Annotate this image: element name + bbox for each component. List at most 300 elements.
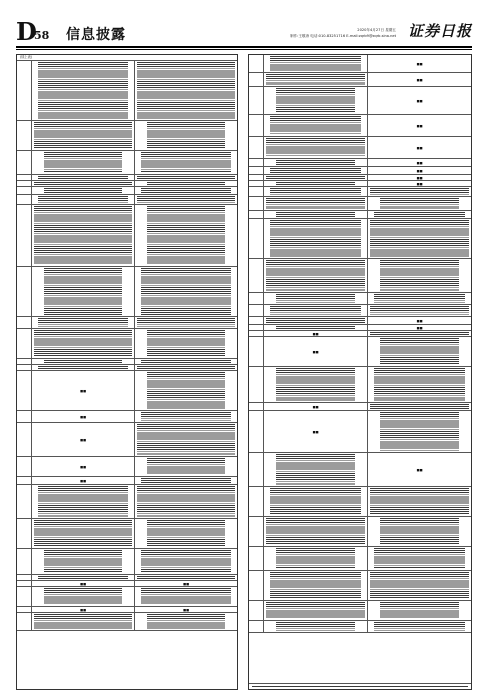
row-number-cell bbox=[249, 411, 264, 452]
table-row bbox=[249, 137, 471, 159]
cell-marker: ■■ bbox=[416, 318, 423, 323]
fine-print-text bbox=[147, 122, 225, 149]
table-cell-before bbox=[264, 87, 368, 114]
cell-marker: ■■ bbox=[416, 160, 423, 165]
fine-print-text bbox=[370, 306, 469, 315]
table-row bbox=[17, 195, 237, 205]
table-cell-before bbox=[32, 519, 135, 548]
table-row bbox=[249, 403, 471, 411]
fine-print-text bbox=[370, 220, 469, 257]
table-row bbox=[249, 487, 471, 517]
table-row bbox=[249, 411, 471, 453]
fine-print-text bbox=[137, 176, 235, 179]
fine-print-text bbox=[270, 56, 361, 71]
fine-print-text bbox=[266, 602, 365, 619]
table-rows-right bbox=[249, 55, 471, 633]
table-cell-after bbox=[135, 151, 237, 174]
table-cell-after bbox=[135, 267, 237, 316]
table-cell-before bbox=[32, 61, 135, 120]
row-number-cell bbox=[17, 519, 32, 548]
table-cell-before bbox=[32, 575, 135, 580]
table-cell-before bbox=[32, 371, 135, 410]
table-footnote bbox=[249, 683, 471, 689]
row-number-cell bbox=[17, 359, 32, 364]
table-cell-before bbox=[264, 259, 368, 292]
row-number-cell bbox=[17, 121, 32, 150]
cell-marker: ■■ bbox=[416, 168, 423, 173]
table-cell-after bbox=[135, 205, 237, 266]
fine-print-text bbox=[266, 74, 365, 85]
row-number-cell bbox=[17, 61, 32, 120]
table-row bbox=[17, 205, 237, 267]
table-row bbox=[249, 293, 471, 305]
table-cell-before bbox=[32, 205, 135, 266]
row-number-cell bbox=[249, 73, 264, 86]
row-number-cell bbox=[17, 581, 32, 586]
fine-print-text bbox=[276, 88, 354, 113]
fine-print-text bbox=[276, 622, 354, 631]
table-row bbox=[17, 549, 237, 575]
table-cell-after bbox=[368, 571, 471, 600]
table-row bbox=[17, 519, 237, 549]
cell-marker: ■■ bbox=[312, 429, 319, 434]
fine-print-text bbox=[270, 306, 361, 315]
fine-print-text bbox=[270, 188, 361, 195]
table-cell-after bbox=[135, 477, 237, 484]
table-cell-before bbox=[32, 187, 135, 194]
table-cell-after bbox=[135, 329, 237, 358]
table-cell-after bbox=[368, 73, 471, 86]
table-row bbox=[17, 61, 237, 121]
table-row bbox=[249, 337, 471, 367]
table-cell-before bbox=[264, 317, 368, 324]
row-number-cell bbox=[249, 293, 264, 304]
table-cell-before bbox=[264, 197, 368, 210]
table-row bbox=[249, 55, 471, 73]
table-row bbox=[249, 601, 471, 621]
cell-marker: ■■ bbox=[416, 145, 423, 150]
table-cell-after bbox=[368, 55, 471, 72]
table-row bbox=[249, 453, 471, 487]
table-cell-before bbox=[32, 121, 135, 150]
row-number-cell bbox=[249, 487, 264, 516]
fine-print-text bbox=[137, 318, 235, 327]
table-cell-after bbox=[135, 359, 237, 364]
issue-date: 2020年4月27日 星期五 bbox=[357, 28, 396, 32]
fine-print-text bbox=[266, 518, 365, 545]
cell-marker: ■■ bbox=[79, 464, 87, 469]
cell-marker: ■■ bbox=[416, 175, 423, 180]
fine-print-text bbox=[147, 206, 225, 265]
row-number-cell bbox=[17, 587, 32, 606]
table-cell-before bbox=[32, 581, 135, 586]
table-cell-before bbox=[264, 181, 368, 186]
table-cell-after bbox=[368, 259, 471, 292]
table-cell-after bbox=[368, 305, 471, 316]
table-row bbox=[249, 571, 471, 601]
fine-print-text bbox=[276, 326, 354, 329]
row-number-cell bbox=[17, 477, 32, 484]
row-number-cell bbox=[249, 403, 264, 410]
cell-marker: ■■ bbox=[79, 437, 87, 442]
fine-print-text bbox=[141, 188, 231, 193]
fine-print-text bbox=[380, 198, 458, 209]
row-number-cell bbox=[249, 187, 264, 196]
table-cell-after bbox=[135, 411, 237, 422]
cell-marker: ■■ bbox=[79, 607, 87, 612]
fine-print-text bbox=[380, 412, 458, 451]
fine-print-text bbox=[147, 458, 225, 475]
page-letter: D bbox=[16, 17, 37, 46]
table-row bbox=[249, 197, 471, 211]
row-number-cell bbox=[249, 571, 264, 600]
table-row bbox=[249, 167, 471, 175]
table-cell-before bbox=[32, 181, 135, 186]
row-number-cell bbox=[17, 329, 32, 358]
table-row bbox=[17, 485, 237, 519]
fine-print-text bbox=[141, 360, 231, 363]
table-cell-after bbox=[368, 167, 471, 174]
row-number-cell bbox=[249, 453, 264, 486]
table-cell-after bbox=[368, 517, 471, 546]
fine-print-text bbox=[147, 330, 225, 357]
disclosure-table-left bbox=[16, 54, 238, 690]
row-number-cell bbox=[17, 205, 32, 266]
fine-print-text bbox=[44, 550, 122, 573]
fine-print-text bbox=[276, 182, 354, 185]
fine-print-text bbox=[34, 520, 132, 547]
table-cell-after bbox=[135, 187, 237, 194]
table-cell-before bbox=[264, 325, 368, 330]
cell-marker: ■■ bbox=[79, 414, 87, 419]
row-number-cell bbox=[17, 267, 32, 316]
table-cell-after bbox=[135, 121, 237, 150]
fine-print-text bbox=[276, 212, 354, 217]
table-row bbox=[249, 219, 471, 259]
table-cell-after bbox=[368, 181, 471, 186]
table-cell-after bbox=[135, 317, 237, 328]
masthead-rule bbox=[16, 46, 472, 48]
table-row bbox=[17, 613, 237, 631]
fine-print-text bbox=[141, 268, 231, 315]
table-cell-after bbox=[368, 219, 471, 258]
row-number-cell bbox=[17, 485, 32, 518]
cell-marker: ■■ bbox=[312, 404, 319, 409]
row-number-cell bbox=[249, 367, 264, 402]
fine-print-text bbox=[38, 62, 128, 119]
row-number-cell bbox=[17, 607, 32, 612]
row-number-cell bbox=[249, 259, 264, 292]
fine-print-text bbox=[374, 622, 465, 631]
table-row bbox=[249, 259, 471, 293]
table-cell-after bbox=[368, 411, 471, 452]
row-number-cell bbox=[17, 151, 32, 174]
cell-marker: ■■ bbox=[416, 61, 423, 66]
table-cell-before bbox=[264, 547, 368, 570]
fine-print-text bbox=[137, 424, 235, 455]
table-cell-before bbox=[32, 175, 135, 180]
row-number-cell bbox=[249, 219, 264, 258]
table-row bbox=[17, 329, 237, 359]
row-number-cell bbox=[249, 331, 264, 336]
table-row bbox=[17, 411, 237, 423]
fine-print-text bbox=[370, 188, 469, 195]
table-cell-before bbox=[32, 587, 135, 606]
fine-print-text bbox=[380, 260, 458, 291]
table-cell-before bbox=[264, 367, 368, 402]
table-cell-before bbox=[264, 331, 368, 336]
row-number-cell bbox=[17, 175, 32, 180]
row-number-cell bbox=[249, 137, 264, 158]
table-row bbox=[249, 159, 471, 167]
table-row bbox=[17, 457, 237, 477]
table-cell-before bbox=[32, 329, 135, 358]
editor-contact: 制作:王敬涛 电话:010-83251716 E-mail:zqrb9@zqrb.sina.net bbox=[289, 34, 396, 38]
fine-print-text bbox=[38, 176, 128, 179]
table-cell-before bbox=[264, 571, 368, 600]
row-number-cell bbox=[17, 365, 32, 370]
table-cell-before bbox=[264, 159, 368, 166]
row-number-cell bbox=[17, 195, 32, 204]
table-cell-after bbox=[135, 423, 237, 456]
table-row bbox=[17, 187, 237, 195]
row-number-cell bbox=[249, 115, 264, 136]
fine-print-text bbox=[38, 366, 128, 369]
fine-print-text bbox=[34, 614, 132, 629]
fine-print-text bbox=[276, 548, 354, 569]
table-cell-before bbox=[264, 601, 368, 620]
table-cell-after bbox=[368, 137, 471, 158]
fine-print-text bbox=[370, 404, 469, 409]
row-number-cell bbox=[17, 317, 32, 328]
table-row bbox=[249, 211, 471, 219]
table-cell-after bbox=[368, 87, 471, 114]
table-cell-after bbox=[135, 581, 237, 586]
table-cell-before bbox=[32, 317, 135, 328]
table-cell-after bbox=[135, 457, 237, 476]
fine-print-text bbox=[137, 576, 235, 579]
row-number-cell bbox=[17, 457, 32, 476]
table-cell-before bbox=[32, 607, 135, 612]
fine-print-text bbox=[34, 330, 132, 357]
table-cell-after bbox=[368, 337, 471, 366]
fine-print-text bbox=[370, 332, 469, 335]
fine-print-text bbox=[270, 572, 361, 599]
table-cell-after bbox=[135, 371, 237, 410]
row-number-cell bbox=[249, 159, 264, 166]
table-cell-after bbox=[368, 293, 471, 304]
fine-print-text bbox=[380, 518, 458, 545]
fine-print-text bbox=[270, 220, 361, 257]
masthead bbox=[16, 17, 472, 48]
table-cell-before bbox=[32, 365, 135, 370]
fine-print-text bbox=[276, 160, 354, 165]
table-cell-before bbox=[264, 403, 368, 410]
fine-print-text bbox=[380, 338, 458, 365]
page-number: 58 bbox=[34, 29, 50, 42]
fine-print-text bbox=[276, 294, 354, 303]
row-number-cell bbox=[249, 305, 264, 316]
section-title: 信息披露 bbox=[66, 27, 126, 43]
table-cell-after bbox=[368, 159, 471, 166]
fine-print-text bbox=[374, 368, 465, 401]
fine-print-text bbox=[38, 318, 128, 327]
table-caption: (续上表) bbox=[17, 55, 237, 61]
row-number-cell bbox=[17, 613, 32, 630]
fine-print-text bbox=[137, 366, 235, 369]
table-cell-after bbox=[135, 195, 237, 204]
newspaper-logo: 证券日报 bbox=[407, 22, 472, 40]
cell-marker: ■■ bbox=[416, 123, 423, 128]
fine-print-text bbox=[374, 294, 465, 303]
fine-print-text bbox=[266, 198, 365, 209]
table-cell-after bbox=[368, 547, 471, 570]
table-cell-after bbox=[368, 317, 471, 324]
table-row bbox=[17, 423, 237, 457]
fine-print-text bbox=[38, 196, 128, 203]
row-number-cell bbox=[17, 187, 32, 194]
fine-print-text bbox=[44, 268, 122, 315]
table-cell-before bbox=[264, 115, 368, 136]
fine-print-text bbox=[44, 588, 122, 605]
table-row bbox=[17, 477, 237, 485]
table-cell-before bbox=[32, 423, 135, 456]
row-number-cell bbox=[249, 317, 264, 324]
row-number-cell bbox=[249, 621, 264, 632]
table-cell-before bbox=[32, 485, 135, 518]
fine-print-text bbox=[270, 116, 361, 135]
fine-print-text bbox=[370, 572, 469, 599]
fine-print-text bbox=[44, 360, 122, 363]
row-number-cell bbox=[249, 87, 264, 114]
cell-marker: ■■ bbox=[312, 331, 319, 336]
table-row bbox=[249, 547, 471, 571]
fine-print-text bbox=[270, 168, 361, 173]
cell-marker: ■■ bbox=[182, 607, 190, 612]
fine-print-text bbox=[147, 614, 225, 629]
row-number-cell bbox=[249, 325, 264, 330]
table-cell-after bbox=[135, 587, 237, 606]
table-cell-before bbox=[264, 453, 368, 486]
table-rows-left bbox=[17, 61, 237, 631]
table-cell-before bbox=[32, 613, 135, 630]
table-cell-before bbox=[32, 549, 135, 574]
cell-marker: ■■ bbox=[312, 349, 319, 354]
row-number-cell bbox=[17, 371, 32, 410]
table-row bbox=[249, 517, 471, 547]
fine-print-text bbox=[141, 550, 231, 573]
table-cell-after bbox=[368, 601, 471, 620]
cell-marker: ■■ bbox=[416, 467, 423, 472]
row-number-cell bbox=[17, 423, 32, 456]
fine-print-text bbox=[266, 260, 365, 291]
table-cell-after bbox=[368, 175, 471, 180]
table-row bbox=[249, 305, 471, 317]
fine-print-text bbox=[276, 368, 354, 401]
table-cell-after bbox=[135, 549, 237, 574]
table-cell-after bbox=[368, 331, 471, 336]
table-cell-before bbox=[264, 55, 368, 72]
fine-print-text bbox=[266, 176, 365, 179]
fine-print-text bbox=[34, 122, 132, 149]
row-number-cell bbox=[17, 549, 32, 574]
table-cell-before bbox=[264, 137, 368, 158]
table-cell-before bbox=[32, 411, 135, 422]
table-cell-before bbox=[32, 477, 135, 484]
table-cell-after bbox=[135, 613, 237, 630]
fine-print-text bbox=[270, 488, 361, 515]
table-cell-before bbox=[32, 151, 135, 174]
table-cell-after bbox=[368, 453, 471, 486]
table-cell-after bbox=[135, 61, 237, 120]
fine-print-text bbox=[44, 152, 122, 173]
fine-print-text bbox=[370, 488, 469, 515]
table-cell-after bbox=[135, 575, 237, 580]
row-number-cell bbox=[249, 181, 264, 186]
row-number-cell bbox=[249, 197, 264, 210]
row-number-cell bbox=[249, 175, 264, 180]
fine-print-text bbox=[147, 520, 225, 547]
table-cell-after bbox=[135, 175, 237, 180]
row-number-cell bbox=[17, 411, 32, 422]
fine-print-text bbox=[266, 318, 365, 323]
table-row bbox=[249, 367, 471, 403]
table-row bbox=[17, 151, 237, 175]
table-cell-after bbox=[368, 115, 471, 136]
fine-print-text bbox=[374, 212, 465, 217]
row-number-cell bbox=[17, 575, 32, 580]
fine-print-text bbox=[137, 62, 235, 119]
fine-print-text bbox=[34, 182, 132, 185]
row-number-cell bbox=[249, 337, 264, 366]
table-cell-before bbox=[264, 219, 368, 258]
fine-print-text bbox=[141, 588, 231, 605]
table-cell-before bbox=[32, 457, 135, 476]
table-cell-before bbox=[32, 267, 135, 316]
cell-marker: ■■ bbox=[416, 77, 423, 82]
table-cell-after bbox=[368, 211, 471, 218]
fine-print-text bbox=[266, 138, 365, 157]
cell-marker: ■■ bbox=[416, 98, 423, 103]
table-cell-after bbox=[368, 403, 471, 410]
table-row bbox=[17, 317, 237, 329]
table-row bbox=[17, 121, 237, 151]
fine-print-text bbox=[137, 196, 235, 203]
table-row bbox=[249, 73, 471, 87]
table-cell-after bbox=[135, 365, 237, 370]
row-number-cell bbox=[17, 181, 32, 186]
row-number-cell bbox=[249, 601, 264, 620]
fine-print-text bbox=[374, 548, 465, 569]
table-row bbox=[249, 87, 471, 115]
fine-print-text bbox=[147, 182, 225, 185]
table-cell-before bbox=[264, 175, 368, 180]
row-number-cell bbox=[249, 167, 264, 174]
table-cell-after bbox=[135, 485, 237, 518]
table-cell-after bbox=[135, 181, 237, 186]
table-row bbox=[249, 621, 471, 633]
table-cell-after bbox=[135, 607, 237, 612]
fine-print-text bbox=[38, 576, 128, 579]
fine-print-text bbox=[141, 152, 231, 173]
fine-print-text bbox=[380, 602, 458, 619]
table-cell-after bbox=[368, 187, 471, 196]
fine-print-text bbox=[38, 486, 128, 517]
row-number-cell bbox=[249, 55, 264, 72]
table-cell-before bbox=[32, 195, 135, 204]
cell-marker: ■■ bbox=[79, 388, 87, 393]
fine-print-text bbox=[141, 478, 231, 483]
